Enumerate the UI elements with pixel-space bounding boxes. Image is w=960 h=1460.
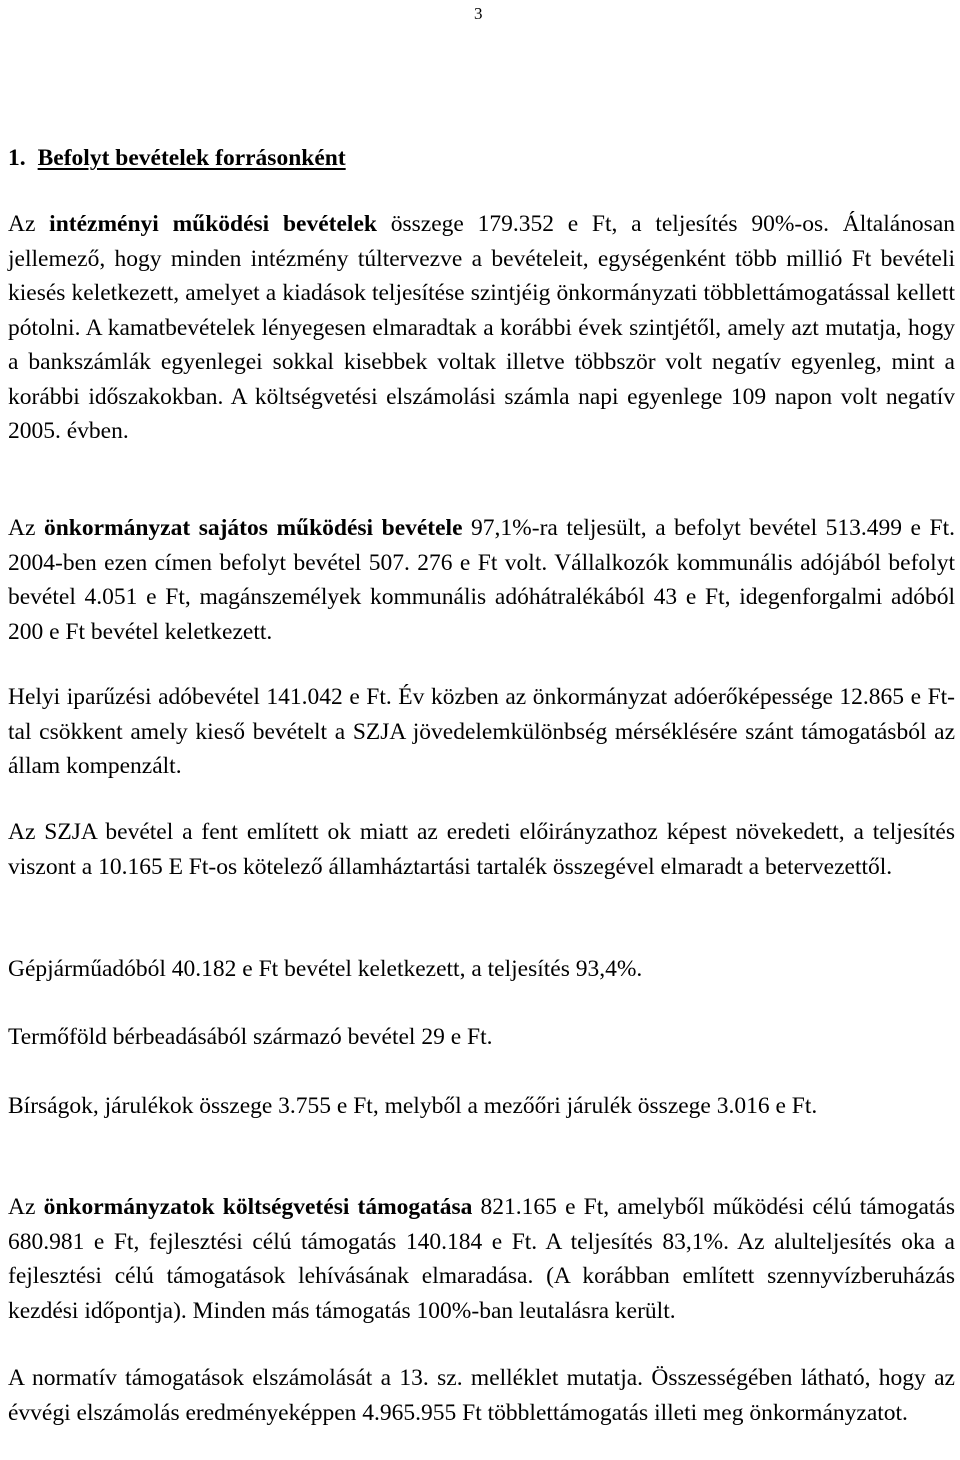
paragraph-budget-support bbox=[8, 1190, 955, 1328]
bold-term: önkormányzatok költségvetési támogatása bbox=[43, 1194, 473, 1220]
paragraph-text: Helyi iparűzési adóbevétel 141.042 e Ft. Év közben az önkormányzat adóerőképessége 12.865 e Ft-tal csökkent amely kieső bevételt a SZJA jövedelemkülönbség mérséklésére szánt támogatásból az állam kompenzált. bbox=[8, 684, 955, 779]
paragraph-szja: Az SZJA bevétel a fent említett ok miatt az eredeti előirányzathoz képest növekedett, a teljesítés viszont a 10.165 E Ft-os kötelező államháztartási tartalék összegével elmaradt a betervezettől. bbox=[8, 819, 955, 880]
section-heading bbox=[8, 143, 346, 173]
paragraph-text: Az bbox=[8, 1194, 44, 1220]
paragraph-text: Az bbox=[8, 211, 50, 237]
paragraph-normative-support bbox=[8, 1361, 955, 1430]
paragraph-vehicle-tax: Gépjárműadóból 40.182 e Ft bevétel keletkezett, a teljesítés 93,4%. bbox=[8, 956, 643, 982]
paragraph-local-business-tax bbox=[8, 680, 955, 784]
paragraph-text: összege 179.352 e Ft, a teljesítés 90%-os. Általánosan jellemező, hogy minden intézmény túltervezve a bevételeit, egységenként több millió Ft bevételi kiesés keletkezett, amelyet a kiadások teljesítése szintjéig önkormányzati többlettámogatással kellett pótolni. A kamatbevételek lényegesen elmaradtak a korábbi évek szintjétől, amely azt mutatja, hogy a bankszámlák egyenlegei sokkal kisebbek voltak illetve többször volt negatív egyenleg, mint a korábbi időszakokban. A költségvetési elszámolási számla napi egyenlege 109 napon volt negatív 2005. évben. bbox=[8, 211, 956, 444]
paragraph-own-revenue bbox=[8, 511, 955, 649]
paragraph-text: Az bbox=[8, 515, 44, 541]
bold-term: intézményi működési bevételek bbox=[49, 211, 377, 237]
section-title: Befolyt bevételek forrásonként bbox=[37, 145, 346, 171]
paragraph-text: 821.165 e Ft, amelyből működési célú támogatás 680.981 e Ft, fejlesztési célú támogatás 140.184 e Ft. A teljesítés 83,1%. Az alulteljesítés oka a fejlesztési célú támogatások lehívásának elmaradása. (A korábban említett szennyvízberuházás kezdési időpontja). Minden más támogatás 100%-ban leutalásra került. bbox=[8, 1194, 956, 1324]
paragraph-fines: Bírságok, járulékok összege 3.755 e Ft, melyből a mezőőri járulék összege 3.016 e Ft. bbox=[8, 1093, 818, 1119]
bold-term: önkormányzat sajátos működési bevétele bbox=[43, 515, 463, 541]
paragraph-text: 97,1%-ra teljesült, a befolyt bevétel 513.499 e Ft. 2004-ben ezen címen befolyt bevétel 507. 276 e Ft volt. Vállalkozók kommunális adójából befolyt bevétel 4.051 e Ft, magánszemélyek kommunális adóhátralékából 43 e Ft, idegenforgalmi adóból 200 e Ft bevétel keletkezett. bbox=[8, 515, 955, 645]
paragraph-text: A normatív támogatások elszámolását a 13. sz. melléklet mutatja. Összességében látható, hogy az évvégi elszámolás eredményeképpen 4.965.955 Ft többlettámogatás illeti meg önkormányzatot. bbox=[8, 1365, 955, 1426]
paragraph-institutional-revenue bbox=[8, 207, 955, 449]
section-number: 1. bbox=[8, 145, 26, 171]
paragraph-land-lease: Termőföld bérbeadásából származó bevétel 29 e Ft. bbox=[8, 1024, 493, 1050]
page-number: 3 bbox=[474, 4, 483, 23]
